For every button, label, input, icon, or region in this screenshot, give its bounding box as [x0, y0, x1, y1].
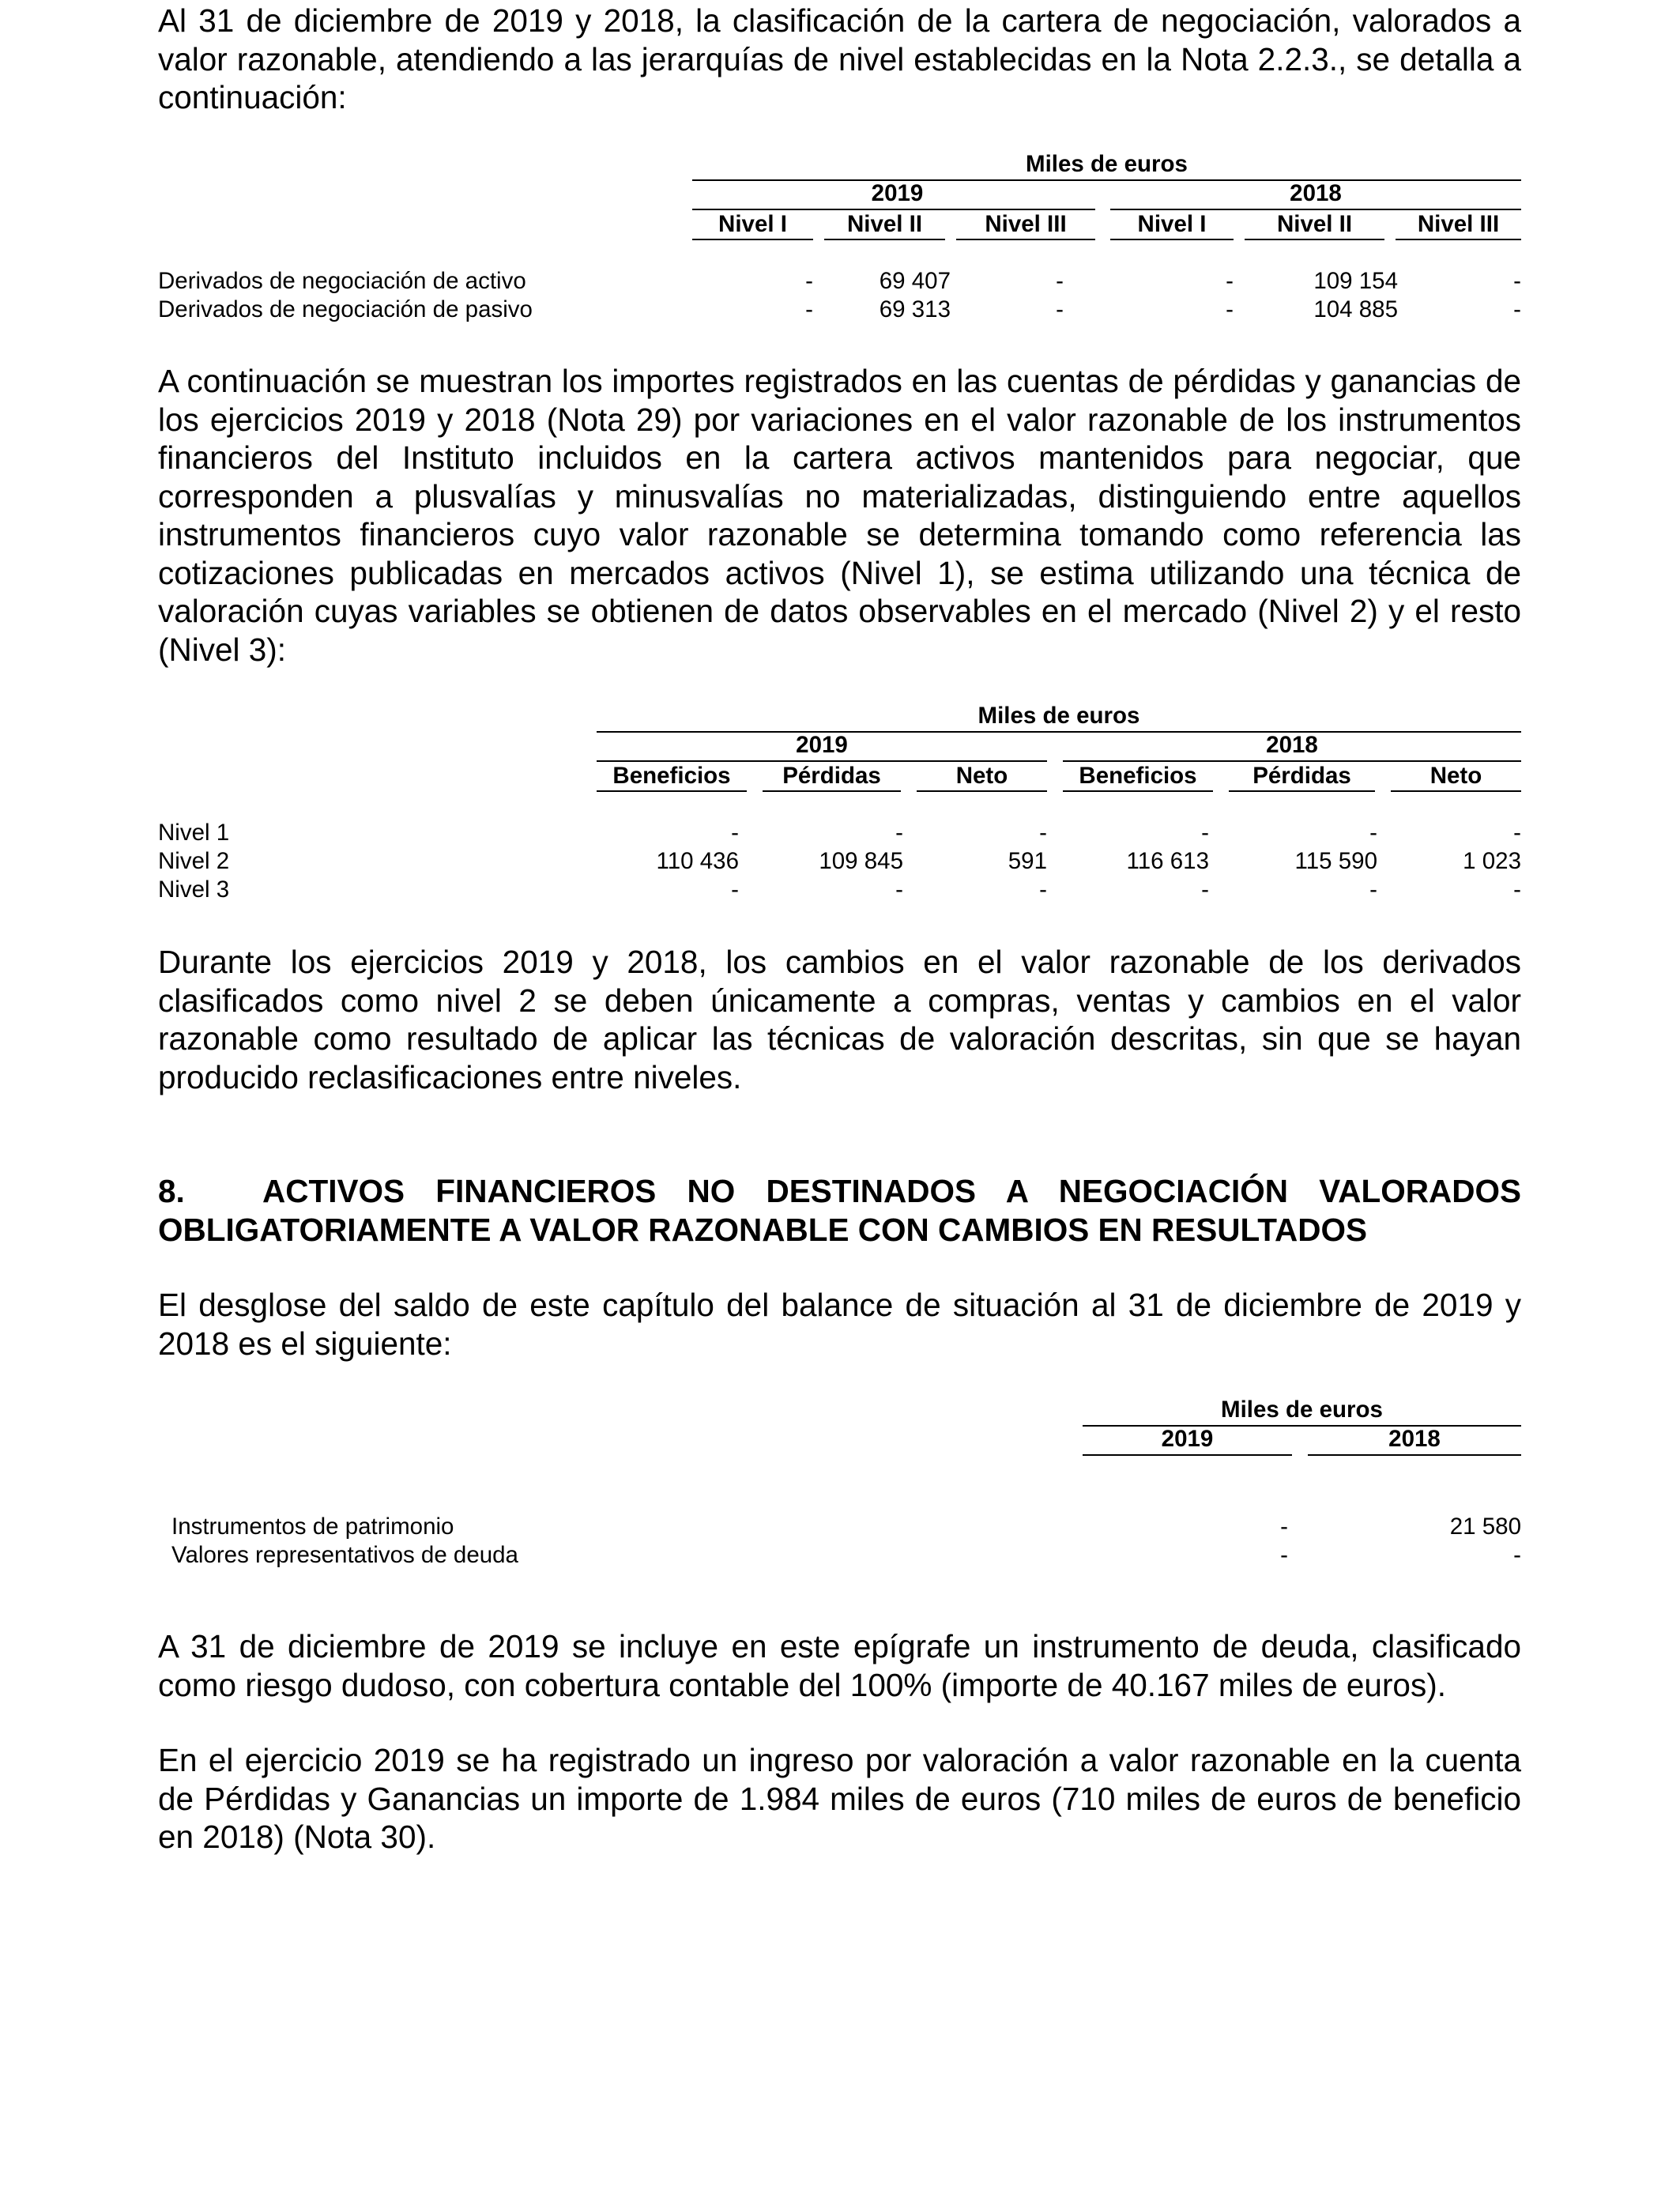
- trading-portfolio-levels-table: [158, 150, 1521, 332]
- col-header: Nivel I: [718, 211, 787, 237]
- col-header: Beneficios: [612, 763, 731, 789]
- cell-value: -: [1369, 876, 1377, 903]
- cell-value: 109 154: [1313, 268, 1398, 294]
- year-rule-2019: [1083, 1454, 1292, 1456]
- cell-value: -: [731, 820, 739, 846]
- breakdown-paragraph: [158, 1286, 1521, 1363]
- paragraph-text: Durante los ejercicios 2019 y 2018, los cambios en el valor razonable de los derivados clasificados como nivel 2 se deben únicamente a compras, ventas y cambios en el valor razonable como resultado de aplicar las técnicas de valoración descritas, sin que se hayan producido reclasificaciones entre niveles.: [158, 944, 1521, 1095]
- row-label: Nivel 3: [158, 876, 230, 903]
- col-rule: [917, 790, 1047, 792]
- col-header: Nivel III: [1417, 211, 1500, 237]
- cell-value: -: [1513, 820, 1521, 846]
- year-header-2019: 2019: [796, 732, 848, 758]
- col-rule: [956, 239, 1095, 240]
- income-paragraph: [158, 1741, 1521, 1857]
- cell-value: -: [1226, 296, 1234, 322]
- cell-value: -: [731, 876, 739, 903]
- row-label: Nivel 1: [158, 820, 230, 846]
- cell-value: -: [1056, 268, 1064, 294]
- col-rule: [1391, 790, 1521, 792]
- fair-value-results-table: [158, 702, 1521, 907]
- cell-value: 115 590: [1294, 848, 1377, 874]
- col-header: Pérdidas: [782, 763, 881, 789]
- col-header: Neto: [955, 763, 1008, 789]
- row-label: Derivados de negociación de activo: [158, 268, 526, 294]
- section-number: 8.: [158, 1173, 185, 1209]
- cell-value: -: [1039, 876, 1047, 903]
- debt-instrument-paragraph: [158, 1627, 1521, 1704]
- intro-paragraph: [158, 2, 1521, 117]
- cell-value: 69 407: [879, 268, 951, 294]
- cell-value: -: [1513, 268, 1521, 294]
- cell-value: -: [1280, 1542, 1288, 1568]
- col-header: Nivel II: [846, 211, 923, 237]
- paragraph-text: En el ejercicio 2019 se ha registrado un ingreso por valoración a valor razonable en la cuenta de Pérdidas y Ganancias un importe de 1.984 miles de euros (710 miles de euros de beneficio en 2018) (Nota 30).: [158, 1742, 1521, 1855]
- cell-value: -: [1513, 1542, 1521, 1568]
- year-header-2019: 2019: [1161, 1426, 1214, 1452]
- cell-value: -: [1226, 268, 1234, 294]
- cell-value: 104 885: [1313, 296, 1398, 322]
- section-title-text: ACTIVOS FINANCIEROS NO DESTINADOS A NEGOCIACIÓN VALORADOS OBLIGATORIAMENTE A VALOR RAZONABLE CON CAMBIOS EN RESULTADOS: [158, 1173, 1521, 1248]
- cell-value: -: [1513, 876, 1521, 903]
- cell-value: -: [1056, 296, 1064, 322]
- table-caption: Miles de euros: [1026, 151, 1188, 177]
- section-title: [158, 1172, 1521, 1250]
- col-header: Neto: [1430, 763, 1482, 789]
- col-header: Nivel III: [985, 211, 1067, 237]
- row-label: Instrumentos de patrimonio: [171, 1514, 454, 1540]
- paragraph-text: A continuación se muestran los importes registrados en las cuentas de pérdidas y ganancias de los ejercicios 2019 y 2018 (Nota 29) por variaciones en el valor razonable de los instrumentos financieros del Instituto incluidos en la cartera activos mantenidos para negociar, que corresponden a plusvalías y minusvalías no materializadas, distinguiendo entre aquellos instrumentos financieros cuyo valor razonable se determina tomando como referencia las cotizaciones publicadas en mercados activos (Nivel 1), se estima utilizando una técnica de valoración cuyas variables se obtienen de datos observables en el mercado (Nivel 2) y el resto (Nivel 3):: [158, 363, 1521, 668]
- cell-value: -: [805, 296, 813, 322]
- cell-value: -: [1369, 820, 1377, 846]
- col-header: Pérdidas: [1252, 763, 1351, 789]
- col-rule: [1229, 790, 1375, 792]
- col-rule: [1396, 239, 1521, 240]
- fair-value-paragraph: [158, 362, 1521, 669]
- cell-value: -: [895, 876, 903, 903]
- year-header-2018: 2018: [1290, 180, 1342, 206]
- section-heading: [158, 1172, 1521, 1250]
- year-header-2018: 2018: [1388, 1426, 1441, 1452]
- cell-value: -: [805, 268, 813, 294]
- cell-value: -: [1513, 296, 1521, 322]
- paragraph-text: El desglose del saldo de este capítulo del balance de situación al 31 de diciembre de 2019 y 2018 es el siguiente:: [158, 1287, 1521, 1362]
- col-header: Nivel I: [1137, 211, 1207, 237]
- col-rule: [824, 239, 945, 240]
- col-header: Beneficios: [1079, 763, 1197, 789]
- row-label: Valores representativos de deuda: [171, 1542, 518, 1568]
- year-rule-2018: [1308, 1454, 1521, 1456]
- cell-value: -: [895, 820, 903, 846]
- paragraph-text: Al 31 de diciembre de 2019 y 2018, la clasificación de la cartera de negociación, valorados a valor razonable, atendiendo a las jerarquías de nivel establecidas en la Nota 2.2.3., se detalla a continuación:: [158, 2, 1521, 115]
- cell-value: 69 313: [879, 296, 951, 322]
- col-rule: [1245, 239, 1384, 240]
- cell-value: 591: [1008, 848, 1047, 874]
- year-header-2018: 2018: [1266, 732, 1318, 758]
- row-label: Derivados de negociación de pasivo: [158, 296, 533, 322]
- row-label: Nivel 2: [158, 848, 230, 874]
- cell-value: -: [1201, 820, 1209, 846]
- breakdown-table: [158, 1396, 1521, 1570]
- cell-value: -: [1201, 876, 1209, 903]
- cell-value: 21 580: [1449, 1514, 1521, 1540]
- col-rule: [692, 239, 813, 240]
- cell-value: 109 845: [819, 848, 903, 874]
- col-header: Nivel II: [1276, 211, 1353, 237]
- table-caption: Miles de euros: [977, 703, 1140, 729]
- table-caption: Miles de euros: [1221, 1397, 1383, 1423]
- year-header-2019: 2019: [871, 180, 924, 206]
- col-rule: [597, 790, 747, 792]
- cell-value: -: [1039, 820, 1047, 846]
- cell-value: 116 613: [1126, 848, 1209, 874]
- cell-value: 110 436: [656, 848, 739, 874]
- paragraph-text: A 31 de diciembre de 2019 se incluye en este epígrafe un instrumento de deuda, clasificado como riesgo dudoso, con cobertura contable del 100% (importe de 40.167 miles de euros).: [158, 1628, 1521, 1703]
- cell-value: -: [1280, 1514, 1288, 1540]
- cell-value: 1 023: [1463, 848, 1521, 874]
- derivatives-paragraph: [158, 943, 1521, 1096]
- col-rule: [1063, 790, 1213, 792]
- col-rule: [1110, 239, 1234, 240]
- col-rule: [763, 790, 901, 792]
